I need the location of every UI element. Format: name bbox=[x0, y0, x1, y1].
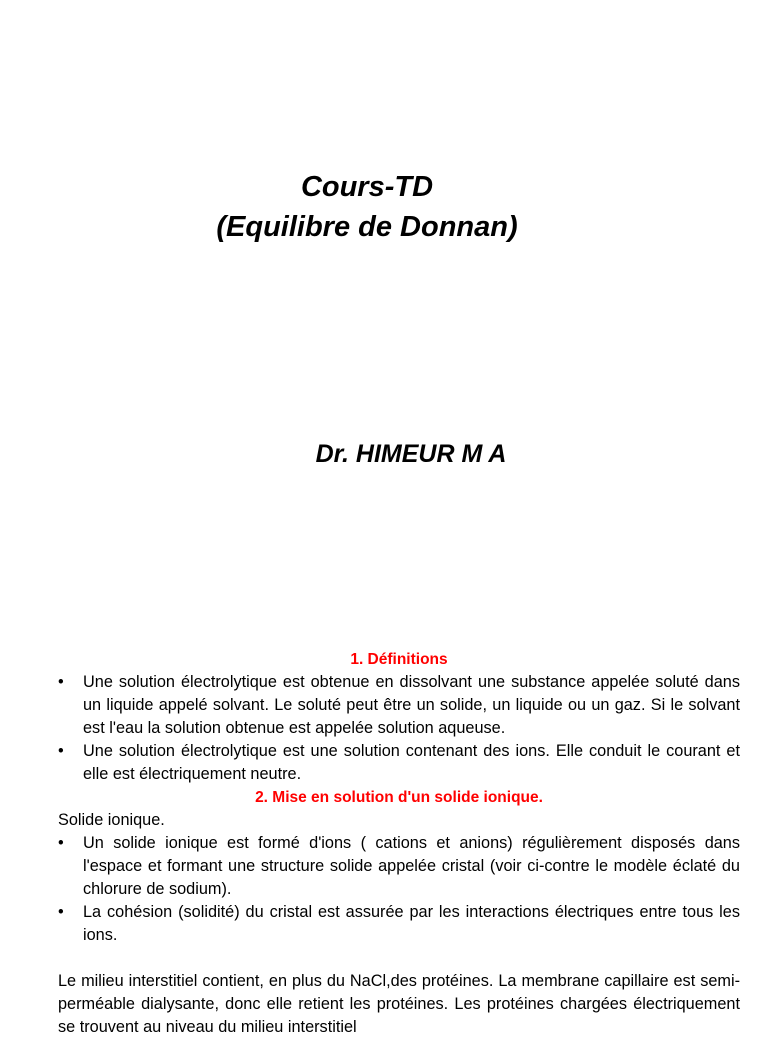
list-item-text: Un solide ionique est formé d'ions ( cations et anions) régulièrement disposés dans l'espace et formant une structure solide appelée cristal (voir ci-contre le modèle éclaté du chlorure de sodium). bbox=[83, 834, 740, 898]
list-item bbox=[58, 671, 740, 740]
list-item bbox=[58, 832, 740, 901]
body-paragraph: Le milieu interstitiel contient, en plus du NaCl,des protéines. La membrane capillaire est semi-perméable dialysante, donc elle retient les protéines. Les protéines chargées électriquement se trouvent au niveau du milieu interstitiel bbox=[58, 972, 740, 1036]
list-item bbox=[58, 740, 740, 786]
paragraph-spacer bbox=[58, 947, 740, 970]
content-slide bbox=[58, 648, 740, 1039]
slide-title: Cours-TD bbox=[300, 171, 434, 203]
bullet-icon: • bbox=[58, 834, 64, 852]
section-heading-solution: 2. Mise en solution d'un solide ionique. bbox=[255, 789, 543, 806]
list-item-text: Une solution électrolytique est une solution contenant des ions. Elle conduit le courant et elle est électriquement neutre. bbox=[83, 742, 740, 783]
bullet-icon: • bbox=[58, 742, 64, 760]
section-heading-definitions: 1. Définitions bbox=[350, 651, 448, 668]
section-intro: Solide ionique. bbox=[58, 811, 165, 829]
list-item-text: La cohésion (solidité) du cristal est assurée par les interactions électriques entre tous les ions. bbox=[83, 903, 740, 944]
bullet-icon: • bbox=[58, 673, 64, 691]
slide-subtitle: (Equilibre de Donnan) bbox=[216, 211, 518, 243]
list-item-text: Une solution électrolytique est obtenue en dissolvant une substance appelée soluté dans un liquide appelé solvant. Le soluté peut être un solide, un liquide ou un gaz. Si le solvant est l'eau la solution obtenue est appelée solution aqueuse. bbox=[83, 673, 740, 737]
author-name: Dr. HIMEUR M A bbox=[315, 440, 507, 468]
list-item bbox=[58, 901, 740, 947]
bullet-icon: • bbox=[58, 903, 64, 921]
